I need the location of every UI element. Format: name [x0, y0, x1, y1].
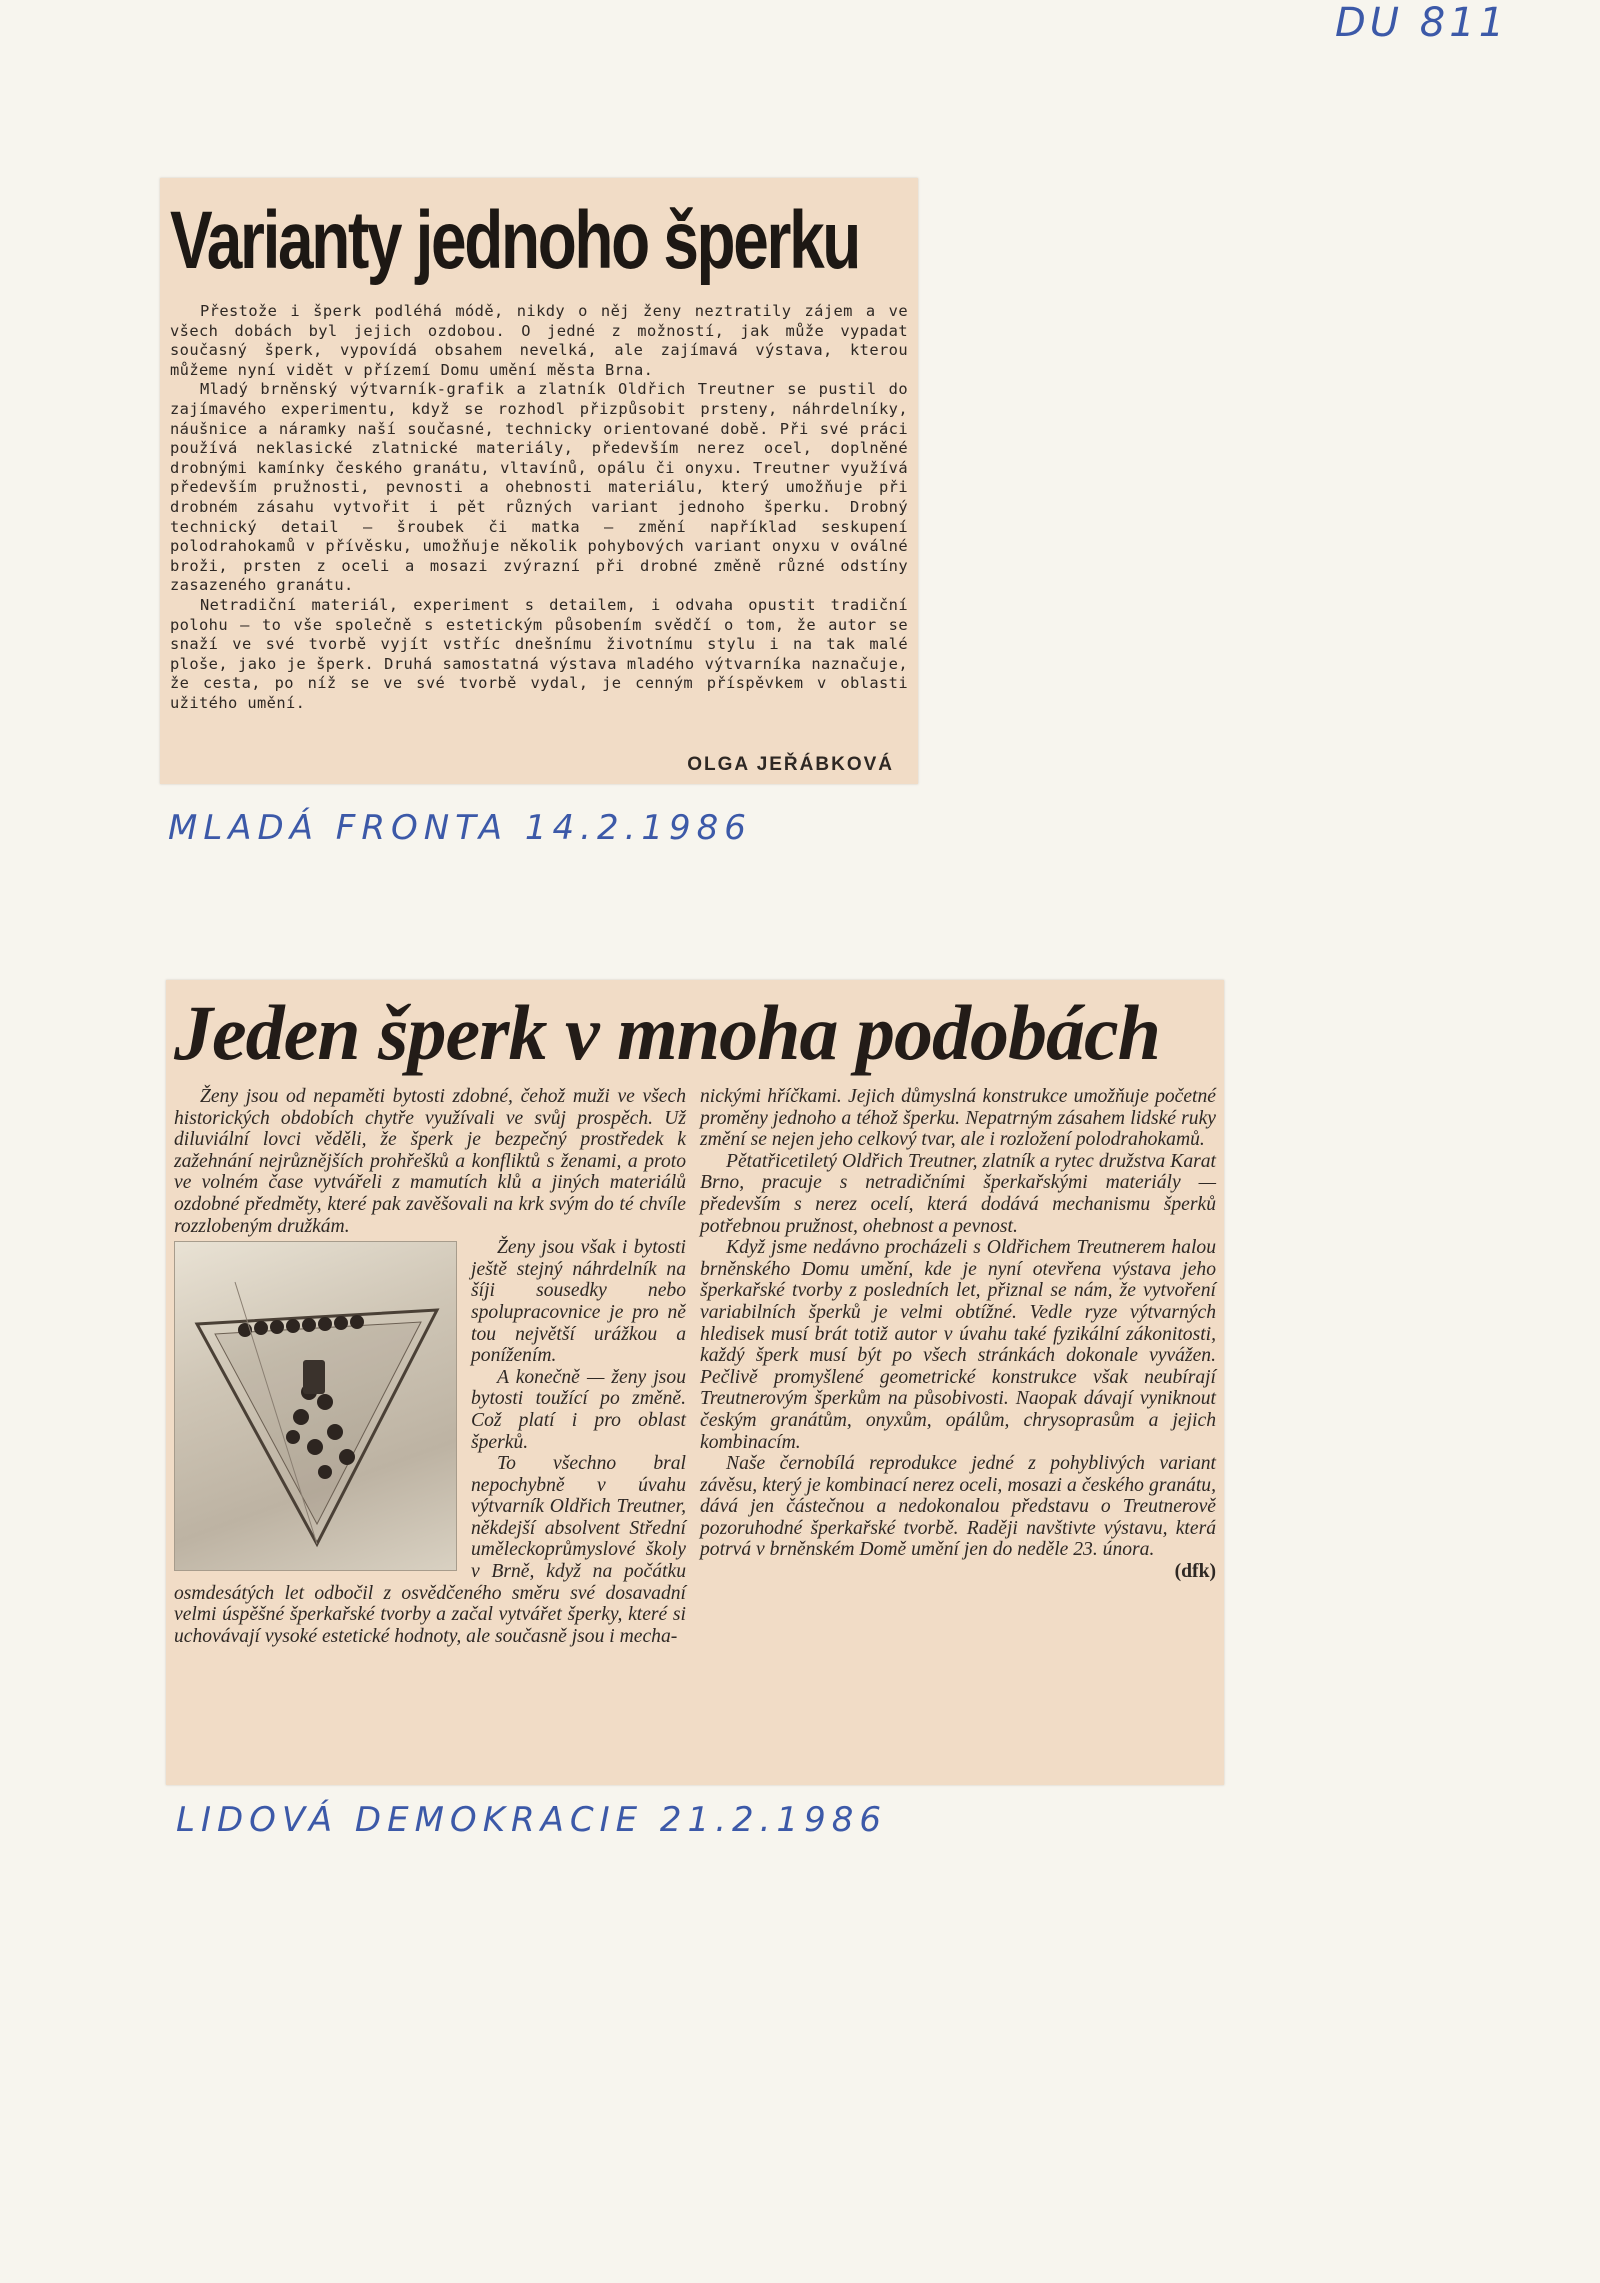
clipping-2-paragraph: nickými hříčkami. Jejich důmyslná konstrukce umožňuje početné proměny jednoho a téhož šperku. Nepatrným zásahem lidské ruky změní se nejen jeho celkový tvar, ale i rozložení polodrahokamů.	[700, 1086, 1216, 1151]
pendant-illustration	[175, 1242, 458, 1572]
clipping-2-paragraph: To všechno bral nepochybně v úvahu výtvarník Oldřich Treutner, někdejší absolvent Střední uměleckoprůmyslové školy v Brně, když na počátku osmdesátých let odbočil z osvědčeného směru své dosavadní velmi úspěšné šperkařské tvorby a začal vytvářet šperky, které si uchovávají vysoké estetické hodnoty, ale současně jsou i mecha-	[174, 1453, 686, 1647]
source-note-2: LIDOVÁ DEMOKRACIE 21.2.1986	[176, 1800, 887, 1840]
clipping-2-headline: Jeden šperk v mnoha podobách	[174, 989, 1160, 1076]
clipping-2-signature: (dfk)	[1174, 1561, 1216, 1583]
clipping-1-author: OLGA JEŘÁBKOVÁ	[687, 754, 894, 775]
clipping-1-paragraph: Přestože i šperk podléhá módě, nikdy o něj ženy neztratily zájem a ve všech dobách byl jejich ozdobou. O jedné z možností, jak může vypadat současný šperk, vypovídá obsahem nevelká, ale zajímavá výstava, kterou můžeme nyní vidět v přízemí Domu umění města Brna.	[170, 302, 908, 379]
clipping-2-paragraph: Ženy jsou však i bytosti ještě stejný náhrdelník na šíji sousedky nebo spolupracovnice je pro ně tou největší urážkou a ponížením.	[471, 1237, 686, 1367]
clipping-2-paragraph: A konečně — ženy jsou bytosti toužící po změně. Což platí i pro oblast šperků.	[471, 1366, 686, 1453]
clipping-2-last-paragraph: Naše černobílá reprodukce jedné z pohyblivých variant závěsu, který je kombinací nerez oceli, mosazi a českého granátu, dává jen částečnou a nedokonalou představu o Treutnerově pozoruhodné šperkařské tvorbě. Raději navštivte výstavu, která potrvá v brněnském Domě umění jen do neděle 23. února.	[700, 1453, 1216, 1561]
clipping-2-paragraph: Když jsme nedávno procházeli s Oldřichem Treutnerem halou brněnského Domu umění, kde je nyní otevřena výstava jeho šperkařské tvorby z posledních let, přiznal se nám, že vytvoření variabilních šperků je velmi obtížné. Vedle ryze výtvarných hledisek musí brát totiž autor v úvahu také fyzikální zákonitosti, každý šperk musí být po všech stránkách dokonale vyvážen. Pečlivě promyšlené geometrické konstrukce však neubírají Treutnerovým šperkům na působivosti. Naopak dávají vyniknout českým granátům, onyxům, opálům, chrysoprasům a jejich kombinacím.	[700, 1237, 1216, 1453]
clipping-1-paragraph: Netradiční materiál, experiment s detailem, i odvaha opustit tradiční polohu — to vše společně s estetickým působením svědčí o tom, že autor se snaží ve své tvorbě vyjít vstříc dnešnímu životnímu stylu i na tak malé ploše, jako je šperk. Druhá samostatná výstava mladého výtvarníka naznačuje, že cesta, po níž se ve své tvorbě vydal, je cenným příspěvkem v oblasti užitého umění.	[170, 595, 908, 712]
clipping-2-column-2	[700, 1086, 1216, 1776]
clipping-2-column-1	[174, 1086, 686, 1776]
clipping-1-headline: Varianty jednoho šperku	[170, 195, 860, 286]
archive-mark: DU 811	[1335, 0, 1509, 46]
newspaper-clipping-1	[160, 178, 918, 784]
clipping-2-paragraph: Ženy jsou od nepaměti bytosti zdobné, čehož muži ve všech historických obdobích chytře využívali ve svůj prospěch. Už diluviální lovci věděli, že šperk je bezpečný prostředek k zažehnání nejrůznějších prohřešků a konfliktů s ženami, a proto ve volném čase vytvářeli z mamutích klů a jiných materiálů ozdobné předměty, které pak zavěšovali na krk svým do té chvíle rozzlobeným družkám.	[174, 1086, 686, 1237]
clipping-1-body	[170, 302, 908, 713]
newspaper-clipping-2	[166, 980, 1224, 1785]
clipping-2-paragraph	[700, 1453, 1216, 1583]
jewelry-photo	[174, 1241, 457, 1571]
source-note-1: MLADÁ FRONTA 14.2.1986	[168, 808, 752, 848]
clipping-2-paragraph: Pětatřicetiletý Oldřich Treutner, zlatník a rytec družstva Karat Brno, pracuje s netradičními šperkařskými materiály — především s nerez ocelí, která dodává mechanismu šperků potřebnou pružnost, ohebnost a pevnost.	[700, 1150, 1216, 1237]
clipping-1-paragraph: Mladý brněnský výtvarník-grafik a zlatník Oldřich Treutner se pustil do zajímavého experimentu, když se rozhodl přizpůsobit prsteny, náhrdelníky, náušnice a náramky naší současné, technicky orientované době. Při své práci používá neklasické zlatnické materiály, především nerez ocel, doplněné drobnými kamínky českého granátu, vltavínů, opálu či onyxu. Treutner využívá především pružnosti, pevnosti a ohebnosti materiálu, který umožňuje při drobném zásahu vytvořit i pět různých variant jednoho šperku. Drobný technický detail — šroubek či matka — změní například seskupení polodrahokamů v přívěsku, umožňuje několik pohybových variant onyxu v oválné broži, prsten z oceli a mosazi zvýrazní při drobné změně různé odstíny zasazeného granátu.	[170, 380, 908, 595]
